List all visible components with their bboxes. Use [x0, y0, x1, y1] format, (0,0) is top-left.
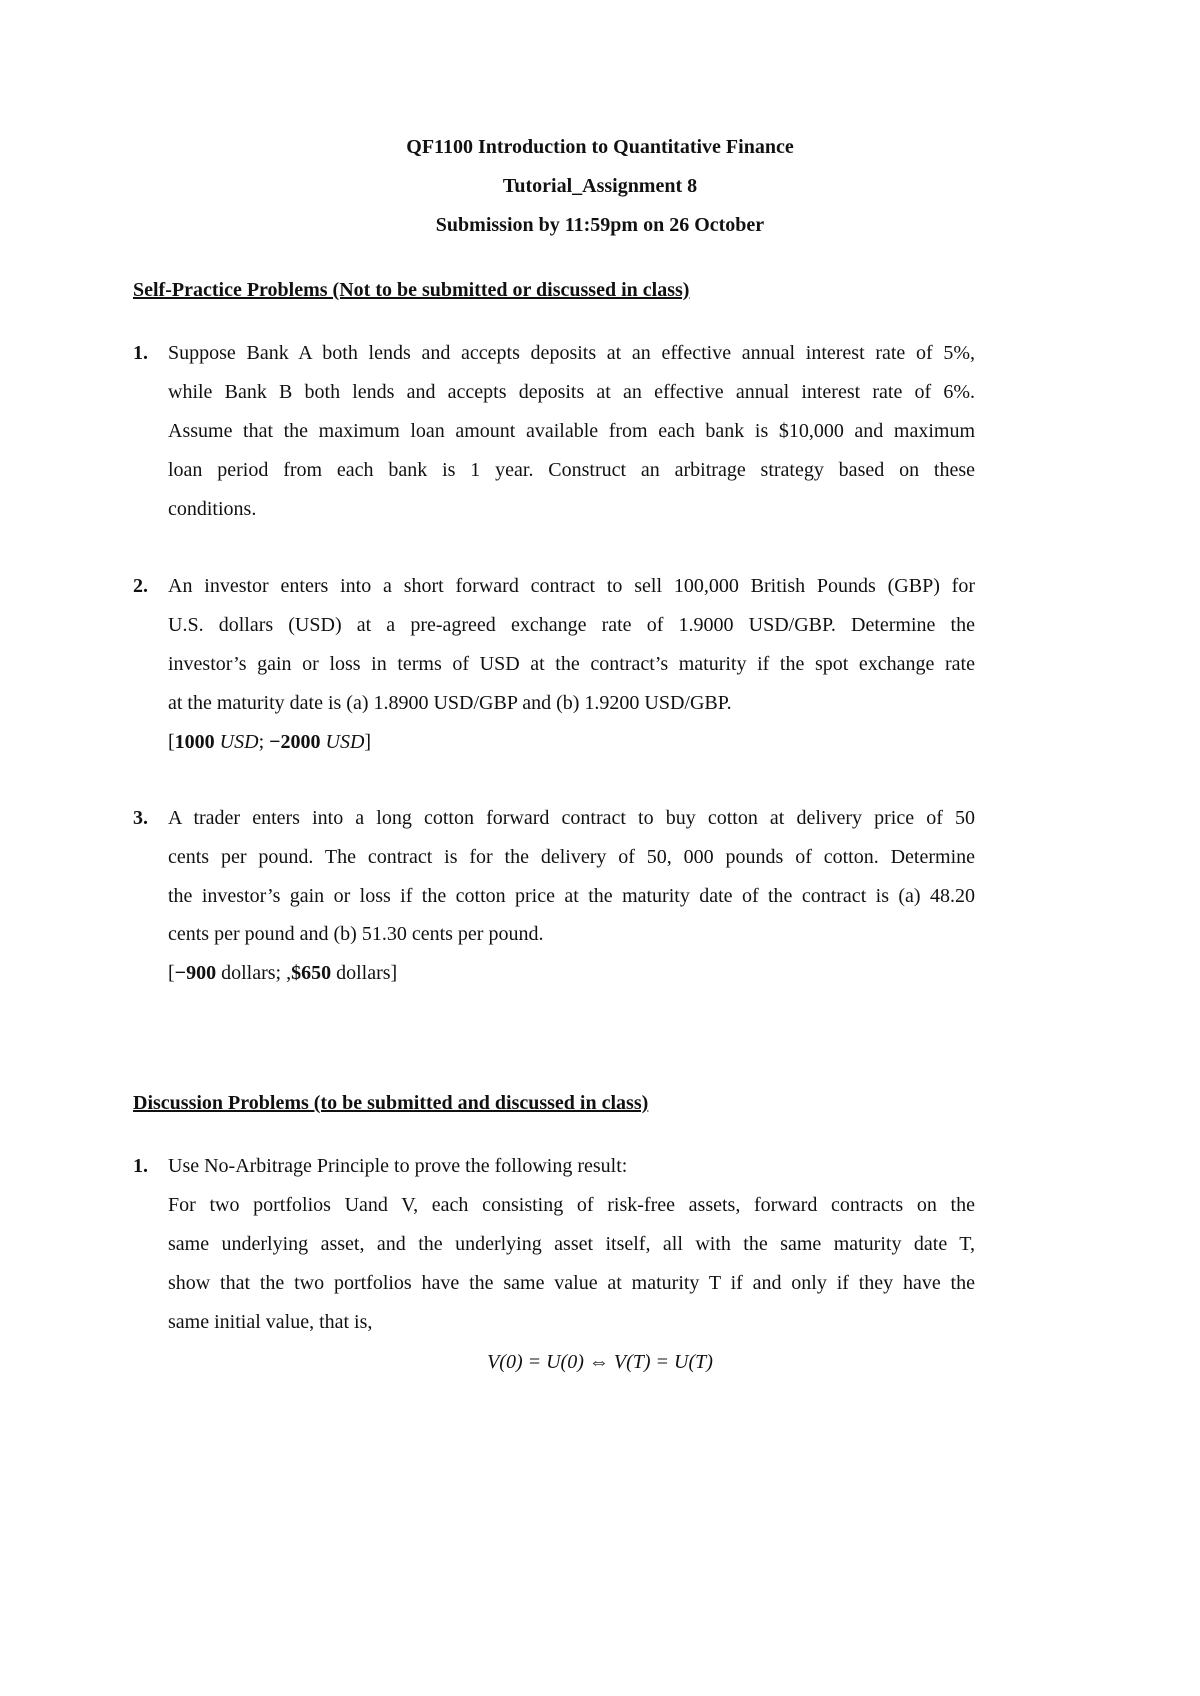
problem-line: U.S. dollars (USD) at a pre-agreed exchange rate of 1.9000 USD/GBP. Determine the — [168, 614, 975, 636]
answer-line — [168, 954, 975, 993]
problem-number: 2. — [133, 575, 148, 597]
problem-line: same underlying asset, and the underlying asset itself, all with the same maturity date T, — [168, 1233, 975, 1255]
answer-value: −900 — [174, 962, 217, 984]
problem-line: show that the two portfolios have the same value at maturity T if and only if they have the — [168, 1272, 975, 1294]
discussion-heading: Discussion Problems (to be submitted and discussed in class) — [133, 1092, 649, 1114]
separator: ; — [258, 731, 270, 753]
submission-deadline: Submission by 11:59pm on 26 October — [435, 214, 765, 236]
problem-line: at the maturity date is (a) 1.8900 USD/GBP and (b) 1.9200 USD/GBP. — [168, 692, 732, 714]
problem-line: the investor’s gain or loss if the cotton price at the maturity date of the contract is (a) 48.20 — [168, 885, 975, 907]
problem-line: Suppose Bank A both lends and accepts deposits at an effective annual interest rate of 5%, — [168, 342, 975, 364]
problem-line: cents per pound. The contract is for the delivery of 50, 000 pounds of cotton. Determine — [168, 846, 975, 868]
bracket: [ — [168, 962, 175, 984]
bracket: ] — [364, 731, 372, 753]
answer-value: 1000 — [174, 731, 215, 753]
assignment-title: Tutorial_Assignment 8 — [502, 175, 698, 197]
answer-unit: USD — [219, 731, 259, 753]
problem-line: Assume that the maximum loan amount available from each bank is $10,000 and maximum — [168, 420, 975, 442]
problem-number: 3. — [133, 807, 148, 829]
answer-unit: USD — [325, 731, 365, 753]
problem-number: 1. — [133, 1155, 148, 1177]
self-practice-heading: Self-Practice Problems (Not to be submitted or discussed in class) — [133, 279, 690, 301]
problem-line: A trader enters into a long cotton forward contract to buy cotton at delivery price of 50 — [168, 807, 975, 829]
answer-text: dollars] — [331, 962, 398, 984]
problem-line: An investor enters into a short forward contract to sell 100,000 British Pounds (GBP) for — [168, 575, 975, 597]
problem-line: investor’s gain or loss in terms of USD at the contract’s maturity if the spot exchange rate — [168, 653, 975, 675]
problem-line: Use No-Arbitrage Principle to prove the following result: — [168, 1155, 628, 1177]
problem-line: while Bank B both lends and accepts deposits at an effective annual interest rate of 6%. — [168, 381, 975, 403]
problem-line: For two portfolios Uand V, each consisting of risk-free assets, forward contracts on the — [168, 1194, 975, 1216]
problem-line: conditions. — [168, 498, 257, 520]
problem-number: 1. — [133, 342, 148, 364]
course-title: QF1100 Introduction to Quantitative Finance — [406, 136, 794, 158]
problem-line: loan period from each bank is 1 year. Construct an arbitrage strategy based on these — [168, 459, 975, 481]
equation: V(0) = U(0) ⇔ V(T) = U(T) — [487, 1351, 713, 1373]
answer-line — [168, 723, 975, 762]
answer-text: dollars; , — [216, 962, 292, 984]
problem-line: same initial value, that is, — [168, 1311, 373, 1333]
bracket: [ — [168, 731, 175, 753]
problem-line: cents per pound and (b) 51.30 cents per pound. — [168, 923, 544, 945]
answer-value: −2000 — [269, 731, 321, 753]
answer-value: $650 — [291, 962, 332, 984]
